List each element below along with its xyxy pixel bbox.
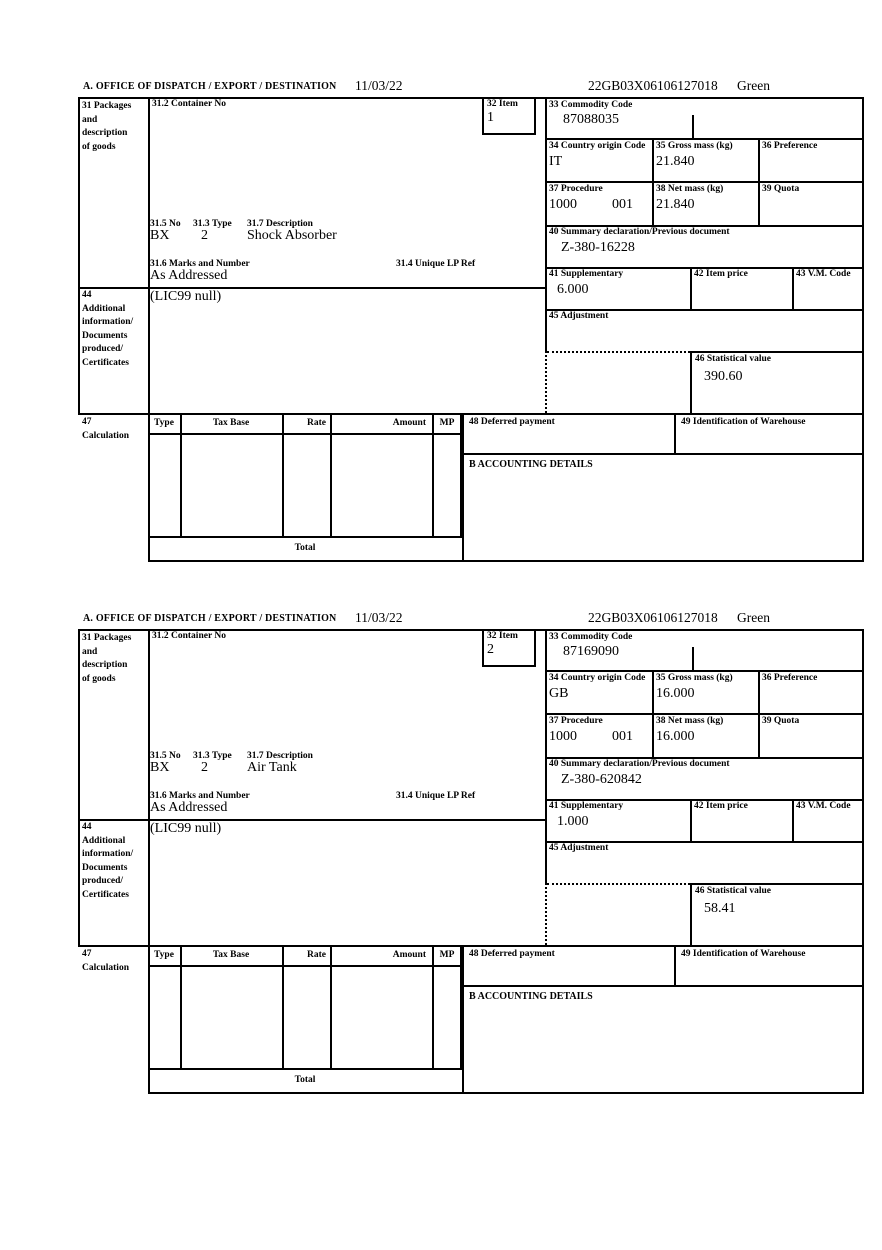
additional-info-value: (LIC99 null) [150, 289, 222, 304]
procedure-value: 1000 [549, 197, 577, 212]
commodity-code-label: 33 Commodity Code [549, 632, 633, 642]
box31-box44-divider [78, 287, 547, 289]
box34-bottom-line [545, 713, 862, 715]
box31-label-line: 31 Packages [82, 633, 132, 643]
container-no-label: 31.2 Container No [152, 99, 226, 109]
box31-label-line: description [82, 128, 128, 138]
box31-box44-divider [78, 819, 547, 821]
box49-warehouse [674, 413, 864, 455]
box42-box43-divider [792, 267, 794, 309]
net-mass-label: 38 Net mass (kg) [656, 716, 724, 726]
office-of-dispatch-heading: A. OFFICE OF DISPATCH / EXPORT / DESTINATION [83, 81, 337, 92]
vm-code-label: 43 V.M. Code [796, 269, 851, 279]
box33-bottom-line [545, 138, 862, 140]
box44-label-line: produced/ [82, 876, 124, 886]
box44-label [82, 821, 146, 902]
declaration-item-copy [0, 80, 882, 580]
tax-calculation-table [148, 945, 462, 1070]
box35-box36-divider [758, 670, 760, 757]
package-count-value: 2 [201, 228, 208, 243]
supplementary-label: 41 Supplementary [549, 269, 624, 279]
supplementary-value: 1.000 [557, 814, 589, 829]
box49-warehouse [674, 945, 864, 987]
vm-code-label: 43 V.M. Code [796, 801, 851, 811]
pkg-description-label: 31.7 Description [247, 751, 313, 761]
summary-declaration-label: 40 Summary declaration/Previous document [549, 227, 730, 237]
commodity-code-value: 87169090 [563, 644, 619, 659]
box44-label-line: 44 [82, 822, 92, 832]
box41-box42-divider [690, 267, 692, 309]
marks-value: As Addressed [150, 800, 228, 815]
declaration-date: 11/03/22 [355, 610, 403, 625]
box44-label-line: Certificates [82, 889, 129, 900]
declaration-date: 11/03/22 [355, 78, 403, 93]
routing-status: Green [737, 78, 770, 93]
goods-description-value: Shock Absorber [247, 228, 337, 243]
procedure-label: 37 Procedure [549, 716, 603, 726]
accounting-details-box [462, 987, 864, 1094]
tax-col-divider [180, 945, 182, 1070]
box44-label-line: Additional [82, 835, 126, 846]
item-label: 32 Item [487, 631, 518, 641]
statistical-value-label: 46 Statistical value [695, 354, 771, 364]
box31-label [82, 100, 146, 154]
package-code-value: BX [150, 228, 170, 243]
statistical-value-label: 46 Statistical value [695, 886, 771, 896]
tax-header-mp: MP [439, 950, 455, 960]
box34-box35-divider [652, 138, 654, 225]
box44-label-line: information/ [82, 849, 134, 859]
box31-label-line: of goods [82, 141, 116, 152]
pkg-type-label: 31.3 Type [193, 219, 232, 229]
gross-mass-value: 16.000 [656, 686, 695, 701]
box34-bottom-line [545, 181, 862, 183]
box44-label [82, 289, 146, 370]
box47-label-line: Calculation [82, 430, 129, 441]
box42-box43-divider [792, 799, 794, 841]
tax-header-rate: Rate [307, 950, 326, 960]
gross-mass-label: 35 Gross mass (kg) [656, 141, 733, 151]
box44-label-line: information/ [82, 317, 134, 327]
box31-label-line: description [82, 660, 128, 670]
box47-label [82, 948, 146, 975]
left-column-divider [148, 629, 150, 945]
item-number: 2 [487, 642, 494, 657]
dotted-horizontal-divider [547, 351, 690, 353]
box44-label-line: produced/ [82, 344, 124, 354]
tax-header-amount: Amount [392, 418, 426, 428]
marks-label: 31.6 Marks and Number [150, 259, 250, 269]
net-mass-value: 16.000 [656, 729, 695, 744]
adjustment-label: 45 Adjustment [549, 843, 609, 853]
tax-header-underline [148, 965, 462, 967]
procedure-extra-value: 001 [612, 197, 633, 212]
supplementary-value: 6.000 [557, 282, 589, 297]
country-origin-label: 34 Country origin Code [549, 673, 646, 683]
right-column-divider [545, 629, 547, 883]
tax-header-type: Type [154, 950, 174, 960]
box41-box42-divider [690, 799, 692, 841]
net-mass-value: 21.840 [656, 197, 695, 212]
tax-header-rate: Rate [307, 418, 326, 428]
box32-item [482, 629, 536, 667]
accounting-details-box [462, 455, 864, 562]
deferred-payment-label: 48 Deferred payment [469, 417, 555, 427]
gross-mass-value: 21.840 [656, 154, 695, 169]
tax-header-underline [148, 433, 462, 435]
box47-label-line: 47 [82, 417, 92, 427]
tax-col-divider [180, 413, 182, 538]
box44-label-line: Documents [82, 330, 128, 341]
box47-label-line: 47 [82, 949, 92, 959]
summary-declaration-value: Z-380-16228 [561, 240, 635, 255]
additional-info-value: (LIC99 null) [150, 821, 222, 836]
tax-header-amount: Amount [392, 950, 426, 960]
box31-label-line: and [82, 114, 98, 125]
pkg-description-label: 31.7 Description [247, 219, 313, 229]
tax-calculation-table [148, 413, 462, 538]
summary-declaration-label: 40 Summary declaration/Previous document [549, 759, 730, 769]
container-no-label: 31.2 Container No [152, 631, 226, 641]
package-count-value: 2 [201, 760, 208, 775]
package-code-value: BX [150, 760, 170, 775]
item-price-label: 42 Item price [694, 801, 748, 811]
unique-lp-ref-label: 31.4 Unique LP Ref [396, 259, 476, 269]
box48-deferred-payment [462, 413, 674, 455]
quota-label: 39 Quota [762, 716, 800, 726]
warehouse-label: 49 Identification of Warehouse [681, 417, 806, 427]
quota-label: 39 Quota [762, 184, 800, 194]
item-price-label: 42 Item price [694, 269, 748, 279]
total-label: Total [294, 1075, 316, 1085]
commodity-code-label: 33 Commodity Code [549, 100, 633, 110]
pkg-no-label: 31.5 No [150, 219, 181, 229]
accounting-details-label: B ACCOUNTING DETAILS [469, 459, 593, 470]
warehouse-label: 49 Identification of Warehouse [681, 949, 806, 959]
unique-lp-ref-label: 31.4 Unique LP Ref [396, 791, 476, 801]
right-column-divider [545, 97, 547, 351]
preference-label: 36 Preference [762, 673, 818, 683]
tax-header-tax-base: Tax Base [212, 950, 250, 960]
tax-col-divider [432, 945, 434, 1070]
box32-item [482, 97, 536, 135]
declaration-item-copy [0, 612, 882, 1112]
deferred-payment-label: 48 Deferred payment [469, 949, 555, 959]
declaration-reference: 22GB03X06106127018 [588, 78, 718, 93]
procedure-label: 37 Procedure [549, 184, 603, 194]
box48-deferred-payment [462, 945, 674, 987]
commodity-code-tick [692, 647, 694, 670]
summary-declaration-value: Z-380-620842 [561, 772, 642, 787]
tax-header-tax-base: Tax Base [212, 418, 250, 428]
box31-label-line: 31 Packages [82, 101, 132, 111]
tax-col-divider [432, 413, 434, 538]
adjustment-label: 45 Adjustment [549, 311, 609, 321]
marks-label: 31.6 Marks and Number [150, 791, 250, 801]
procedure-value: 1000 [549, 729, 577, 744]
box44-label-line: Certificates [82, 357, 129, 368]
preference-label: 36 Preference [762, 141, 818, 151]
declaration-reference: 22GB03X06106127018 [588, 610, 718, 625]
box31-label [82, 632, 146, 686]
box31-label-line: and [82, 646, 98, 657]
item-label: 32 Item [487, 99, 518, 109]
goods-description-value: Air Tank [247, 760, 297, 775]
dotted-horizontal-divider [547, 883, 690, 885]
statistical-value: 390.60 [704, 369, 743, 384]
box44-label-line: 44 [82, 290, 92, 300]
marks-value: As Addressed [150, 268, 228, 283]
left-column-divider [148, 97, 150, 413]
commodity-code-value: 87088035 [563, 112, 619, 127]
country-origin-label: 34 Country origin Code [549, 141, 646, 151]
box35-box36-divider [758, 138, 760, 225]
pkg-no-label: 31.5 No [150, 751, 181, 761]
tax-header-mp: MP [439, 418, 455, 428]
routing-status: Green [737, 610, 770, 625]
country-origin-value: IT [549, 154, 563, 169]
commodity-code-tick [692, 115, 694, 138]
tax-col-divider [282, 945, 284, 1070]
country-origin-value: GB [549, 686, 569, 701]
net-mass-label: 38 Net mass (kg) [656, 184, 724, 194]
tax-col-divider [330, 413, 332, 538]
box47-label-line: Calculation [82, 962, 129, 973]
pkg-type-label: 31.3 Type [193, 751, 232, 761]
box34-box35-divider [652, 670, 654, 757]
box33-bottom-line [545, 670, 862, 672]
dotted-vertical-divider [545, 883, 547, 945]
office-of-dispatch-heading: A. OFFICE OF DISPATCH / EXPORT / DESTINATION [83, 613, 337, 624]
statistical-value: 58.41 [704, 901, 736, 916]
box44-label-line: Documents [82, 862, 128, 873]
supplementary-label: 41 Supplementary [549, 801, 624, 811]
tax-header-type: Type [154, 418, 174, 428]
procedure-extra-value: 001 [612, 729, 633, 744]
box47-label [82, 416, 146, 443]
box44-label-line: Additional [82, 303, 126, 314]
accounting-details-label: B ACCOUNTING DETAILS [469, 991, 593, 1002]
box31-label-line: of goods [82, 673, 116, 684]
gross-mass-label: 35 Gross mass (kg) [656, 673, 733, 683]
tax-col-divider [282, 413, 284, 538]
tax-col-divider [330, 945, 332, 1070]
total-label: Total [294, 543, 316, 553]
item-number: 1 [487, 110, 494, 125]
dotted-vertical-divider [545, 351, 547, 413]
